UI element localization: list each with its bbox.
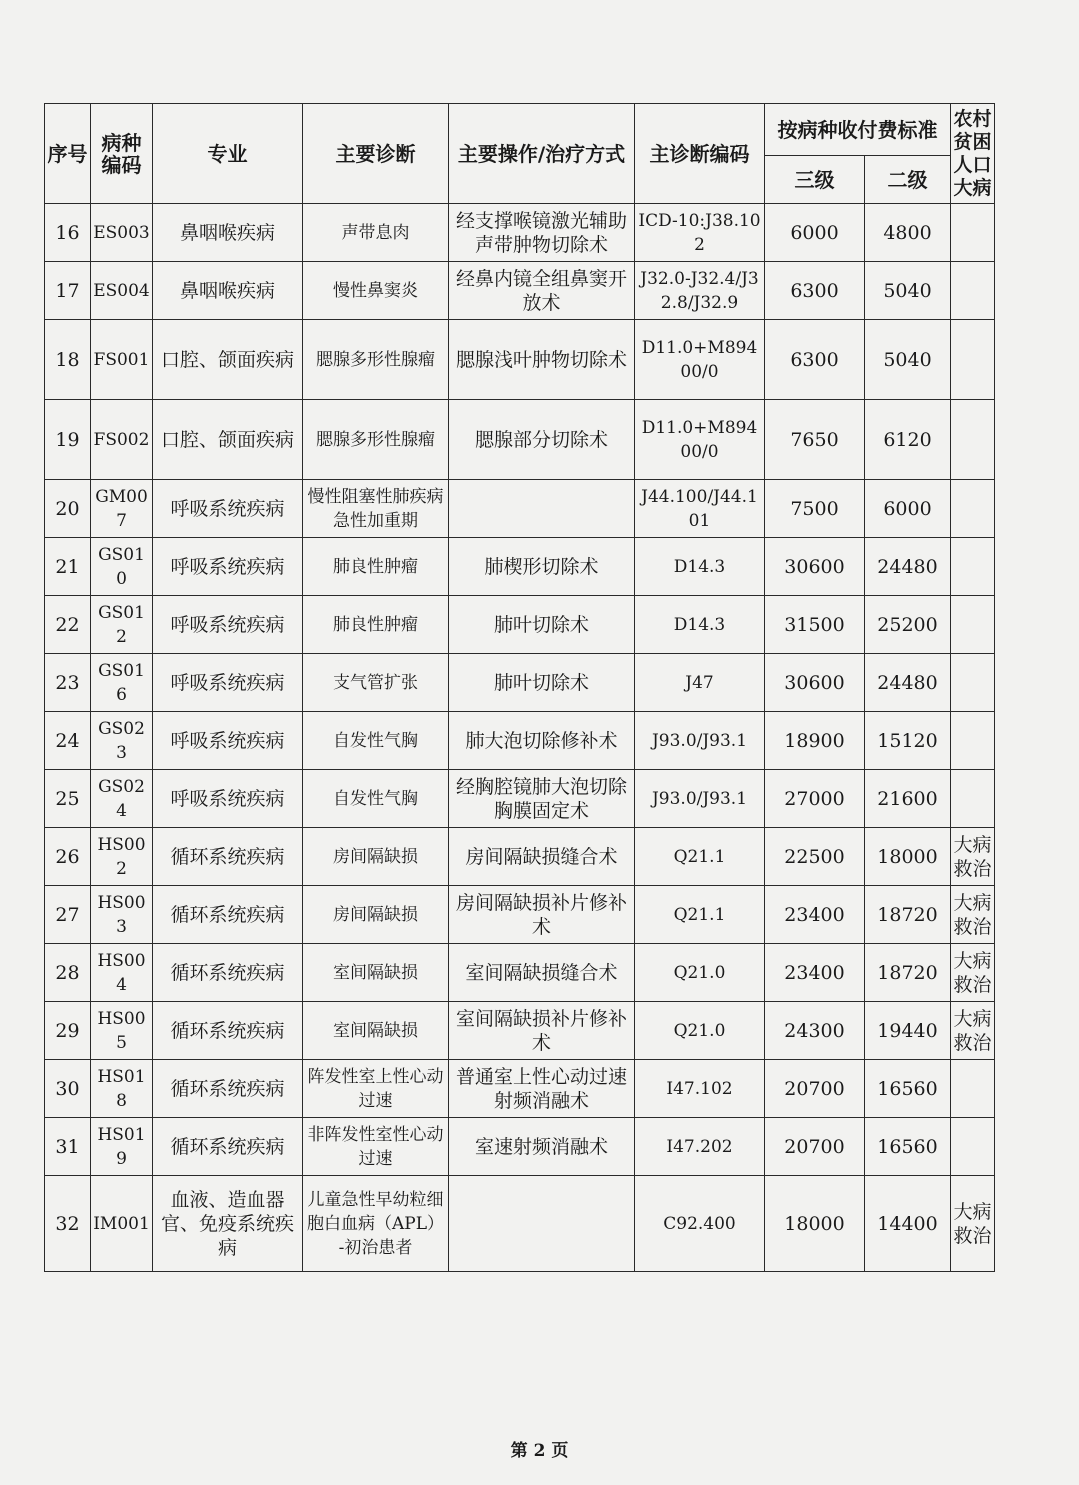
row-specialty: 循环系统疾病 — [153, 1060, 303, 1118]
table-row — [45, 204, 995, 262]
row-code: HS002 — [91, 828, 153, 886]
row-seq: 30 — [45, 1060, 91, 1118]
row-specialty: 口腔、颌面疾病 — [153, 320, 303, 400]
row-diagnosis: 儿童急性早幼粒细胞白血病（APL）-初治患者 — [303, 1176, 449, 1272]
row-seq: 16 — [45, 204, 91, 262]
row-fee-level3: 23400 — [765, 886, 865, 944]
row-specialty: 呼吸系统疾病 — [153, 654, 303, 712]
row-fee-level2: 16560 — [865, 1060, 951, 1118]
row-specialty: 呼吸系统疾病 — [153, 538, 303, 596]
row-code: GS012 — [91, 596, 153, 654]
row-diagnosis: 肺良性肿瘤 — [303, 596, 449, 654]
row-seq: 27 — [45, 886, 91, 944]
row-dx-code: I47.202 — [635, 1118, 765, 1176]
row-diagnosis: 腮腺多形性腺瘤 — [303, 320, 449, 400]
row-specialty: 循环系统疾病 — [153, 886, 303, 944]
row-code: GS024 — [91, 770, 153, 828]
row-code: HS005 — [91, 1002, 153, 1060]
row-fee-level3: 30600 — [765, 654, 865, 712]
row-note — [951, 480, 995, 538]
row-specialty: 循环系统疾病 — [153, 828, 303, 886]
table-row — [45, 320, 995, 400]
row-code: GS010 — [91, 538, 153, 596]
row-dx-code: D14.3 — [635, 596, 765, 654]
row-code: HS018 — [91, 1060, 153, 1118]
row-fee-level2: 14400 — [865, 1176, 951, 1272]
row-seq: 17 — [45, 262, 91, 320]
row-operation: 房间隔缺损缝合术 — [449, 828, 635, 886]
row-fee-level3: 31500 — [765, 596, 865, 654]
row-dx-code: C92.400 — [635, 1176, 765, 1272]
row-seq: 18 — [45, 320, 91, 400]
row-operation: 肺叶切除术 — [449, 654, 635, 712]
table-row — [45, 1002, 995, 1060]
row-diagnosis: 自发性气胸 — [303, 770, 449, 828]
header-level2: 二级 — [865, 156, 951, 204]
table-header — [45, 104, 995, 204]
row-diagnosis: 慢性鼻窦炎 — [303, 262, 449, 320]
row-diagnosis: 声带息肉 — [303, 204, 449, 262]
row-fee-level3: 18900 — [765, 712, 865, 770]
row-fee-level2: 18720 — [865, 886, 951, 944]
row-note: 大病救治 — [951, 1176, 995, 1272]
row-operation: 腮腺浅叶肿物切除术 — [449, 320, 635, 400]
table-row — [45, 1060, 995, 1118]
row-note — [951, 770, 995, 828]
row-specialty: 呼吸系统疾病 — [153, 480, 303, 538]
row-code: GM007 — [91, 480, 153, 538]
row-seq: 31 — [45, 1118, 91, 1176]
table-row — [45, 712, 995, 770]
row-note — [951, 204, 995, 262]
row-operation: 经胸腔镜肺大泡切除胸膜固定术 — [449, 770, 635, 828]
row-code: ES004 — [91, 262, 153, 320]
table-row — [45, 1176, 995, 1272]
row-dx-code: Q21.0 — [635, 1002, 765, 1060]
row-diagnosis: 支气管扩张 — [303, 654, 449, 712]
row-operation: 腮腺部分切除术 — [449, 400, 635, 480]
row-specialty: 循环系统疾病 — [153, 1118, 303, 1176]
row-dx-code: D11.0+M89400/0 — [635, 400, 765, 480]
row-diagnosis: 肺良性肿瘤 — [303, 538, 449, 596]
table-row — [45, 400, 995, 480]
row-dx-code: D11.0+M89400/0 — [635, 320, 765, 400]
row-fee-level3: 18000 — [765, 1176, 865, 1272]
row-seq: 25 — [45, 770, 91, 828]
row-specialty: 呼吸系统疾病 — [153, 770, 303, 828]
row-specialty: 循环系统疾病 — [153, 1002, 303, 1060]
row-operation — [449, 1176, 635, 1272]
header-note: 农村贫困人口大病 — [951, 104, 995, 204]
row-code: ES003 — [91, 204, 153, 262]
row-fee-level2: 24480 — [865, 538, 951, 596]
row-code: HS019 — [91, 1118, 153, 1176]
row-seq: 19 — [45, 400, 91, 480]
row-code: HS003 — [91, 886, 153, 944]
table-row — [45, 770, 995, 828]
row-dx-code: J93.0/J93.1 — [635, 770, 765, 828]
row-diagnosis: 房间隔缺损 — [303, 886, 449, 944]
table-row — [45, 538, 995, 596]
row-fee-level3: 30600 — [765, 538, 865, 596]
row-fee-level2: 19440 — [865, 1002, 951, 1060]
row-operation: 肺叶切除术 — [449, 596, 635, 654]
row-note — [951, 400, 995, 480]
row-dx-code: J44.100/J44.101 — [635, 480, 765, 538]
row-operation: 经鼻内镜全组鼻窦开放术 — [449, 262, 635, 320]
row-fee-level3: 20700 — [765, 1060, 865, 1118]
table-row — [45, 262, 995, 320]
table-row — [45, 596, 995, 654]
row-seq: 26 — [45, 828, 91, 886]
row-seq: 28 — [45, 944, 91, 1002]
row-note — [951, 538, 995, 596]
header-seq: 序号 — [45, 104, 91, 204]
row-note: 大病救治 — [951, 828, 995, 886]
row-fee-level3: 27000 — [765, 770, 865, 828]
row-note — [951, 262, 995, 320]
row-fee-level2: 6120 — [865, 400, 951, 480]
row-specialty: 呼吸系统疾病 — [153, 596, 303, 654]
header-diagnosis: 主要诊断 — [303, 104, 449, 204]
row-diagnosis: 慢性阻塞性肺疾病急性加重期 — [303, 480, 449, 538]
row-note — [951, 320, 995, 400]
row-diagnosis: 非阵发性室性心动过速 — [303, 1118, 449, 1176]
row-operation: 肺楔形切除术 — [449, 538, 635, 596]
row-dx-code: Q21.1 — [635, 886, 765, 944]
row-seq: 24 — [45, 712, 91, 770]
row-note — [951, 1118, 995, 1176]
row-dx-code: ICD-10:J38.102 — [635, 204, 765, 262]
row-seq: 22 — [45, 596, 91, 654]
row-note: 大病救治 — [951, 1002, 995, 1060]
row-diagnosis: 自发性气胸 — [303, 712, 449, 770]
row-seq: 21 — [45, 538, 91, 596]
table-row — [45, 480, 995, 538]
row-fee-level2: 24480 — [865, 654, 951, 712]
header-level3: 三级 — [765, 156, 865, 204]
row-dx-code: I47.102 — [635, 1060, 765, 1118]
row-diagnosis: 室间隔缺损 — [303, 1002, 449, 1060]
row-specialty: 循环系统疾病 — [153, 944, 303, 1002]
row-specialty: 鼻咽喉疾病 — [153, 204, 303, 262]
table-body — [45, 204, 995, 1272]
row-fee-level3: 20700 — [765, 1118, 865, 1176]
row-dx-code: J32.0-J32.4/J32.8/J32.9 — [635, 262, 765, 320]
row-operation: 肺大泡切除修补术 — [449, 712, 635, 770]
row-seq: 23 — [45, 654, 91, 712]
row-code: GS023 — [91, 712, 153, 770]
row-fee-level2: 25200 — [865, 596, 951, 654]
row-operation: 室间隔缺损补片修补术 — [449, 1002, 635, 1060]
row-operation — [449, 480, 635, 538]
table-row — [45, 654, 995, 712]
row-fee-level2: 16560 — [865, 1118, 951, 1176]
row-note — [951, 596, 995, 654]
row-seq: 32 — [45, 1176, 91, 1272]
row-fee-level2: 4800 — [865, 204, 951, 262]
row-diagnosis: 室间隔缺损 — [303, 944, 449, 1002]
header-dx-code: 主诊断编码 — [635, 104, 765, 204]
row-fee-level2: 18720 — [865, 944, 951, 1002]
row-code: GS016 — [91, 654, 153, 712]
row-fee-level2: 21600 — [865, 770, 951, 828]
row-fee-level2: 18000 — [865, 828, 951, 886]
row-operation: 室间隔缺损缝合术 — [449, 944, 635, 1002]
row-fee-level2: 5040 — [865, 262, 951, 320]
row-seq: 29 — [45, 1002, 91, 1060]
row-operation: 室速射频消融术 — [449, 1118, 635, 1176]
row-fee-level3: 6000 — [765, 204, 865, 262]
row-fee-level3: 6300 — [765, 320, 865, 400]
row-note — [951, 712, 995, 770]
table-row — [45, 886, 995, 944]
row-note — [951, 654, 995, 712]
row-code: FS001 — [91, 320, 153, 400]
row-dx-code: Q21.1 — [635, 828, 765, 886]
row-fee-level3: 24300 — [765, 1002, 865, 1060]
table-row — [45, 1118, 995, 1176]
row-fee-level2: 6000 — [865, 480, 951, 538]
row-fee-level2: 5040 — [865, 320, 951, 400]
row-fee-level3: 23400 — [765, 944, 865, 1002]
row-dx-code: D14.3 — [635, 538, 765, 596]
row-code: FS002 — [91, 400, 153, 480]
row-seq: 20 — [45, 480, 91, 538]
header-specialty: 专业 — [153, 104, 303, 204]
row-fee-level3: 22500 — [765, 828, 865, 886]
row-diagnosis: 腮腺多形性腺瘤 — [303, 400, 449, 480]
table-row — [45, 828, 995, 886]
row-note — [951, 1060, 995, 1118]
header-code: 病种编码 — [91, 104, 153, 204]
row-note: 大病救治 — [951, 944, 995, 1002]
row-specialty: 血液、造血器官、免疫系统疾病 — [153, 1176, 303, 1272]
row-fee-level3: 7650 — [765, 400, 865, 480]
row-fee-level2: 15120 — [865, 712, 951, 770]
page-number: 第 2 页 — [510, 1441, 569, 1461]
table-row — [45, 944, 995, 1002]
row-code: HS004 — [91, 944, 153, 1002]
row-operation: 房间隔缺损补片修补术 — [449, 886, 635, 944]
row-diagnosis: 阵发性室上性心动过速 — [303, 1060, 449, 1118]
row-dx-code: J93.0/J93.1 — [635, 712, 765, 770]
row-note: 大病救治 — [951, 886, 995, 944]
fee-standard-table — [44, 103, 995, 1272]
row-specialty: 呼吸系统疾病 — [153, 712, 303, 770]
row-operation: 经支撑喉镜激光辅助声带肿物切除术 — [449, 204, 635, 262]
header-fee-group: 按病种收付费标准 — [765, 104, 951, 156]
row-fee-level3: 7500 — [765, 480, 865, 538]
row-code: IM001 — [91, 1176, 153, 1272]
row-operation: 普通室上性心动过速射频消融术 — [449, 1060, 635, 1118]
header-operation: 主要操作/治疗方式 — [449, 104, 635, 204]
row-dx-code: Q21.0 — [635, 944, 765, 1002]
row-specialty: 鼻咽喉疾病 — [153, 262, 303, 320]
row-specialty: 口腔、颌面疾病 — [153, 400, 303, 480]
row-diagnosis: 房间隔缺损 — [303, 828, 449, 886]
row-fee-level3: 6300 — [765, 262, 865, 320]
row-dx-code: J47 — [635, 654, 765, 712]
